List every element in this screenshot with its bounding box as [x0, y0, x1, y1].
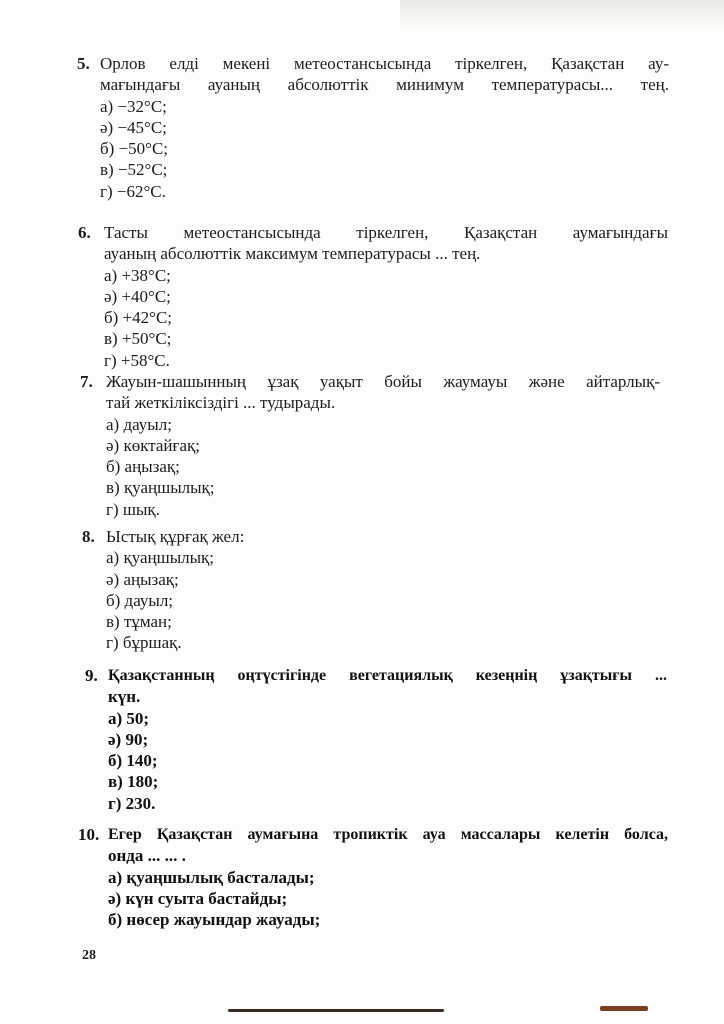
answer-option: б) аңызақ; [106, 457, 180, 477]
answer-option: ә) аңызақ; [106, 569, 179, 589]
scan-shadow [400, 0, 724, 30]
question-6 [78, 222, 668, 371]
answer-option: б) +42°С; [104, 308, 173, 328]
page-number: 28 [82, 948, 96, 963]
answer-option: б) нөсер жауындар жауады; [108, 910, 321, 930]
question-text: онда ... ... . [108, 846, 186, 866]
bottom-edge-mark [600, 1006, 648, 1011]
question-number: 6. [78, 223, 91, 242]
question-text: тай жеткіліксіздігі ... тудырады. [106, 393, 336, 413]
question-10 [78, 824, 668, 930]
question-text: Тасты метеостансысында тіркелген, Қазақстан аумағындағы [104, 223, 668, 242]
question-9 [85, 665, 667, 814]
answer-option: ә) 90; [108, 729, 149, 749]
answer-option: г) шық. [106, 499, 160, 519]
answer-option: в) қуаңшылық; [106, 478, 215, 498]
question-text: мағындағы ауаның абсолюттік минимум температурасы... тең. [100, 75, 669, 95]
question-text: Қазақстанның оңтүстігінде вегетациялық кезеңнің ұзақтығы ... [108, 667, 667, 684]
answer-option: а) +38°С; [104, 265, 171, 285]
answer-option: а) 50; [108, 708, 150, 728]
question-text: Егер Қазақстан аумағына тропиктік ауа массалары келетін болса, [108, 826, 668, 843]
question-5 [77, 53, 669, 202]
answer-option: ә) −45°С; [100, 117, 167, 137]
answer-option: а) −32°С; [100, 96, 167, 116]
bottom-edge-line [228, 1009, 444, 1012]
answer-option: а) дауыл; [106, 414, 172, 434]
answer-option: б) 140; [108, 751, 158, 771]
answer-option: г) 230. [108, 793, 156, 813]
question-8 [82, 526, 662, 654]
question-text: ауаның абсолюттік максимум температурасы ... тең. [104, 244, 481, 264]
answer-option: в) +50°С; [104, 329, 172, 349]
question-number: 8. [82, 527, 95, 546]
question-text: Ыстық құрғақ жел: [106, 527, 245, 546]
answer-option: ә) көктайғақ; [106, 435, 201, 455]
answer-option: г) +58°С. [104, 350, 170, 370]
answer-option: б) дауыл; [106, 590, 174, 610]
question-text: Орлов елді мекені метеостансысында тіркелген, Қазақстан ау- [100, 54, 669, 73]
answer-option: б) −50°С; [100, 139, 169, 159]
question-number: 5. [77, 54, 90, 73]
answer-option: в) −52°С; [100, 160, 168, 180]
question-number: 9. [85, 666, 98, 685]
question-number: 10. [78, 825, 100, 844]
question-number: 7. [80, 372, 93, 391]
answer-option: ә) +40°С; [104, 286, 171, 306]
answer-option: а) қуаңшылық; [106, 548, 215, 568]
answer-option: г) −62°С. [100, 181, 166, 201]
answer-option: в) 180; [108, 772, 159, 792]
question-7 [80, 371, 660, 520]
answer-option: ә) күн суыта бастайды; [108, 888, 288, 908]
answer-option: в) тұман; [106, 612, 172, 632]
question-text: Жауын-шашынның ұзақ уақыт бойы жаумауы және айтарлық- [106, 372, 660, 391]
question-text: күн. [108, 687, 141, 707]
answer-option: а) қуаңшылық басталады; [108, 867, 315, 887]
answer-option: г) бұршақ. [106, 633, 182, 653]
